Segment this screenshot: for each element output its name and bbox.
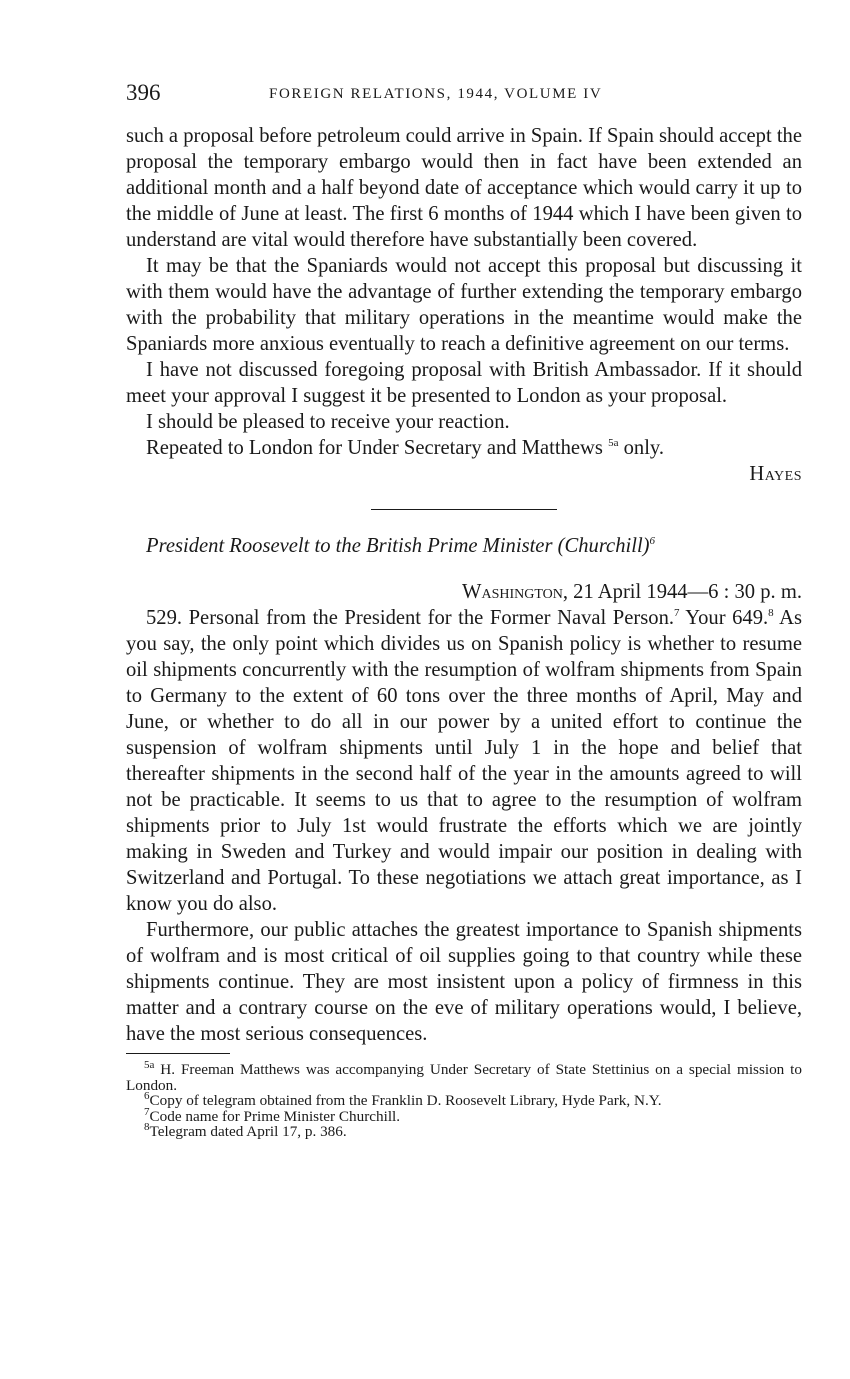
footnote-text: H. Freeman Matthews was accompanying Under Secretary of State Stettinius on a special mission to London. [126, 1061, 802, 1094]
running-head: FOREIGN RELATIONS, 1944, VOLUME IV [269, 86, 603, 102]
footnote [126, 1058, 802, 1094]
footnote-text: Copy of telegram obtained from the Franklin D. Roosevelt Library, Hyde Park, N.Y. [149, 1092, 662, 1109]
footnote-mark: 7 [144, 1105, 150, 1118]
paragraph: I should be pleased to receive your reaction. [146, 411, 510, 433]
paragraph: I have not discussed foregoing proposal with British Ambassador. If it should meet your approval I suggest it be presented to London as your proposal. [126, 359, 802, 407]
footnote-ref: 8 [768, 607, 774, 620]
document-title [146, 533, 802, 559]
section-divider [371, 509, 557, 510]
footnote-ref: 6 [649, 535, 656, 548]
footnotes [126, 1058, 802, 1140]
footnote-ref: 7 [674, 607, 680, 620]
paragraph: It may be that the Spaniards would not accept this proposal but discussing it with them would have the advantage of further extending the temporary embargo with the probability that military operations in the meantime would make the Spaniards more anxious eventually to reach a definitive agreement on our terms. [126, 255, 802, 355]
message-text: Your 649. [679, 607, 769, 629]
dateline-city: Washington [462, 581, 563, 603]
message-text: 529. Personal from the President for the Former Naval Person. [146, 607, 675, 629]
message-paragraph [126, 605, 802, 917]
footnote-text: Telegram dated April 17, p. 386. [149, 1123, 347, 1140]
message-text: As you say, the only point which divides us on Spanish policy is whether to resume oil shipments concurrently with the resumption of wolfram shipments from Spain to Germany to the extent of 60 tons over the three months of April, May and June, or whether to do all in our power by a united effort to continue the suspension of wolfram shipments until July 1 in the hope and belief that thereafter shipments in the second half of the year in the amounts agreed to will not be practicable. It seems to us that to agree to the resumption of wolfram shipments prior to July 1st would frustrate the efforts which we are jointly making in Sweden and Turkey and would impair our position in dealing with Switzerland and Portugal. To these negotiations we attach great importance, as I know you do also. [126, 607, 802, 915]
signature: Hayes [749, 463, 802, 485]
footnote-mark: 6 [144, 1089, 150, 1102]
repeated-line [126, 435, 802, 461]
footnote-divider [126, 1053, 230, 1054]
document-title-paren: (Churchill) [557, 535, 650, 557]
message-paragraph: Furthermore, our public attaches the greatest importance to Spanish shipments of wolfram and is most critical of oil supplies going to that country while these shipments continue. They are most insistent upon a policy of firmness in this matter and a contrary course on the eve of military operations would, I believe, have the most serious consequences. [126, 919, 802, 1045]
footnote-mark: 5a [144, 1058, 155, 1071]
paragraph-continued: such a proposal before petroleum could arrive in Spain. If Spain should accept the proposal the temporary embargo would then in fact have been extended an additional month and a half beyond date of acceptance which would carry it up to the middle of June at least. The first 6 months of 1944 which I have been given to understand are vital would therefore have substantially been covered. [126, 125, 802, 251]
dateline [126, 579, 802, 605]
footnote [126, 1089, 802, 1109]
footnote [126, 1120, 802, 1140]
footnote-ref: 5a [608, 437, 619, 450]
repeated-text-end: only. [618, 437, 665, 459]
page-body [126, 123, 802, 1140]
page-number: 396 [126, 80, 161, 105]
repeated-text: Repeated to London for Under Secretary and Matthews [146, 437, 603, 459]
dateline-date: , 21 April 1944—6 : 30 p. m. [562, 581, 802, 603]
footnote [126, 1105, 802, 1125]
footnote-text: Code name for Prime Minister Churchill. [149, 1107, 401, 1125]
document-title-text: President Roosevelt to the British Prime Minister [146, 535, 553, 557]
page-header [126, 80, 802, 110]
footnote-mark: 8 [144, 1120, 150, 1133]
